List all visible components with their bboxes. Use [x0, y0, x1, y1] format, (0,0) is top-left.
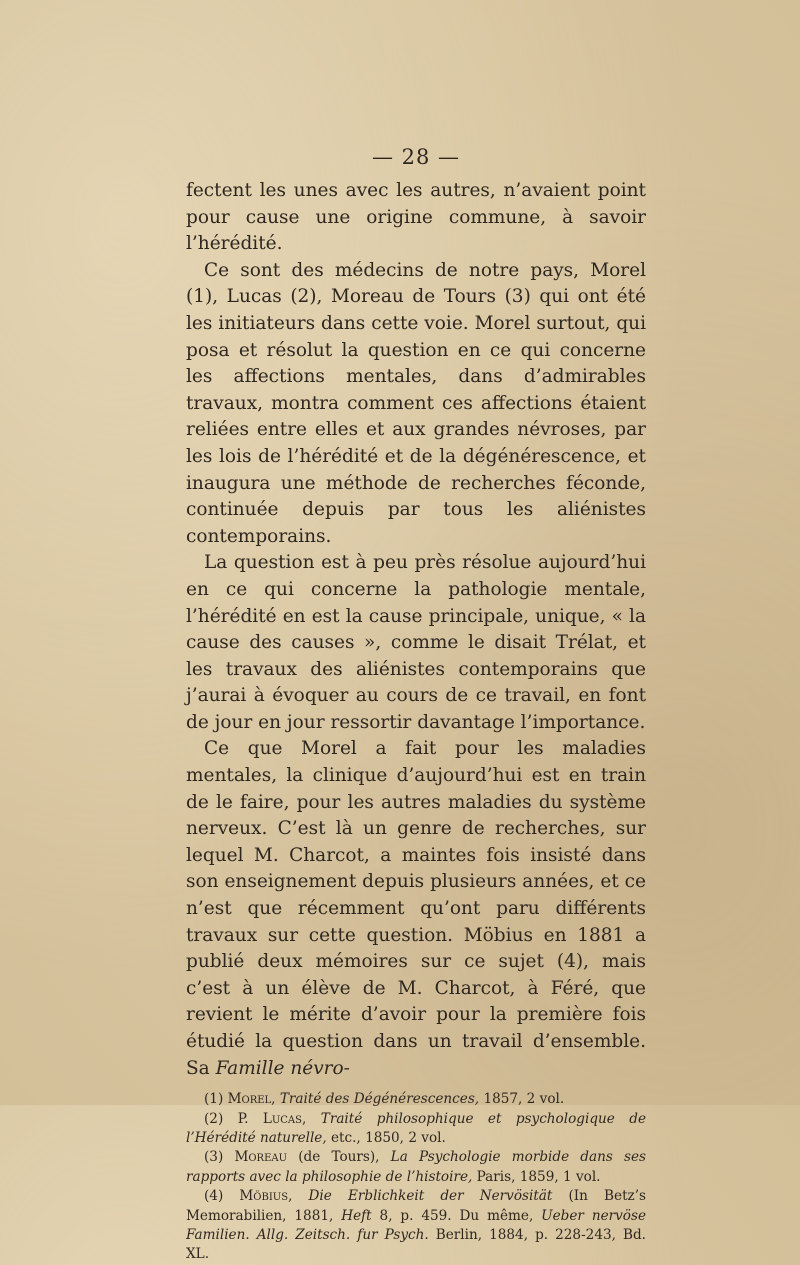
footnote-number: (3) — [204, 1149, 224, 1166]
footnote-number: (4) — [204, 1188, 224, 1205]
paragraph-4-italic: Famille névro- — [215, 1057, 350, 1079]
footnote-rest-mid: (In Betz’s Memorabilien, 1881, — [186, 1188, 646, 1224]
footnote-title: Die Erblichkeit der Nervösität — [308, 1188, 553, 1205]
footnote-title-3: Ueber nervöse Familien. Allg. Zeitsch. fur Psych. — [186, 1207, 647, 1244]
body-text — [186, 178, 646, 1082]
footnote-rest: Berlin, 1884, p. 228-243, Bd. XL. — [186, 1227, 646, 1263]
footnote-rest: 1857, 2 vol. — [479, 1091, 565, 1108]
footnote-title: La Psychologie morbide dans ses rapports avec la philosophie de l’histoire, — [186, 1149, 647, 1185]
footnote-author: Morel, — [227, 1091, 276, 1108]
paragraph-4 — [186, 736, 646, 1082]
footnote-title-2: Heft — [341, 1207, 372, 1224]
footnote-number: (2) — [204, 1110, 224, 1127]
footnote-author: Möbius, — [239, 1188, 293, 1205]
page-number: — 28 — — [371, 145, 461, 169]
footnotes — [186, 1090, 646, 1265]
footnote-3 — [186, 1148, 646, 1187]
footnote-rest: Paris, 1859, 1 vol. — [472, 1168, 601, 1185]
footnote-title: Traité des Dégénérescences, — [279, 1091, 480, 1108]
paragraph-4-text: Ce que Morel a fait pour les maladies mentales, la clinique d’aujourd’hui est en train de le faire, pour les autres maladies du système nerveux. C’est là un genre de recherches, sur lequel M. Charcot, a maintes fois insisté dans son enseignement depuis plusieurs années, et ce n’est que récemment qu’ont paru différents travaux sur cette question. Möbius en 1881 a publié deux mémoires sur ce sujet (4), mais c’est à un élève de M. Charcot, à Féré, que revient le mérite d’avoir pour la première fois étudié la question dans un travail d’ensemble. Sa — [186, 738, 646, 1079]
page-content — [186, 142, 646, 1265]
footnote-2 — [186, 1110, 646, 1149]
footnote-rest: etc., 1850, 2 vol. — [326, 1130, 446, 1146]
footnote-1 — [186, 1090, 646, 1109]
footnote-title: Traité philosophique et psychologique de l’Hérédité naturelle, — [186, 1110, 646, 1146]
footnote-4 — [186, 1187, 646, 1265]
footnote-rest-mid-2: 8, p. 459. Du même, — [371, 1207, 542, 1224]
footnote-author: Moreau — [234, 1149, 288, 1166]
paragraph-1: fectent les unes avec les autres, n’avaient point pour cause une origine commune, à savoir l’hérédité. — [186, 180, 646, 255]
footnote-rest-before: (de Tours), — [287, 1149, 391, 1166]
footnote-author: P. Lucas, — [237, 1110, 307, 1127]
footnote-number: (1) — [204, 1091, 224, 1108]
paragraph-3: La question est à peu près résolue aujourd’hui en ce qui concerne la pathologie mentale, l’hérédité en est la cause principale, unique, « la cause des causes », comme le disait Trélat, et les travaux des aliénistes contemporains que j’aurai à évoquer au cours de ce travail, en font de jour en jour ressortir davantage l’importance. — [186, 552, 646, 733]
paragraph-2: Ce sont des médecins de notre pays, Morel (1), Lucas (2), Moreau de Tours (3) qui ont été les initiateurs dans cette voie. Morel surtout, qui posa et résolut la question en ce qui concerne les affections mentales, dans d’admirables travaux, montra comment ces affections étaient reliées entre elles et aux grandes névroses, par les lois de l’hérédité et de la dégénérescence, et inaugura une méthode de recherches féconde, continuée depuis par tous les aliénistes contemporains. — [186, 259, 646, 547]
